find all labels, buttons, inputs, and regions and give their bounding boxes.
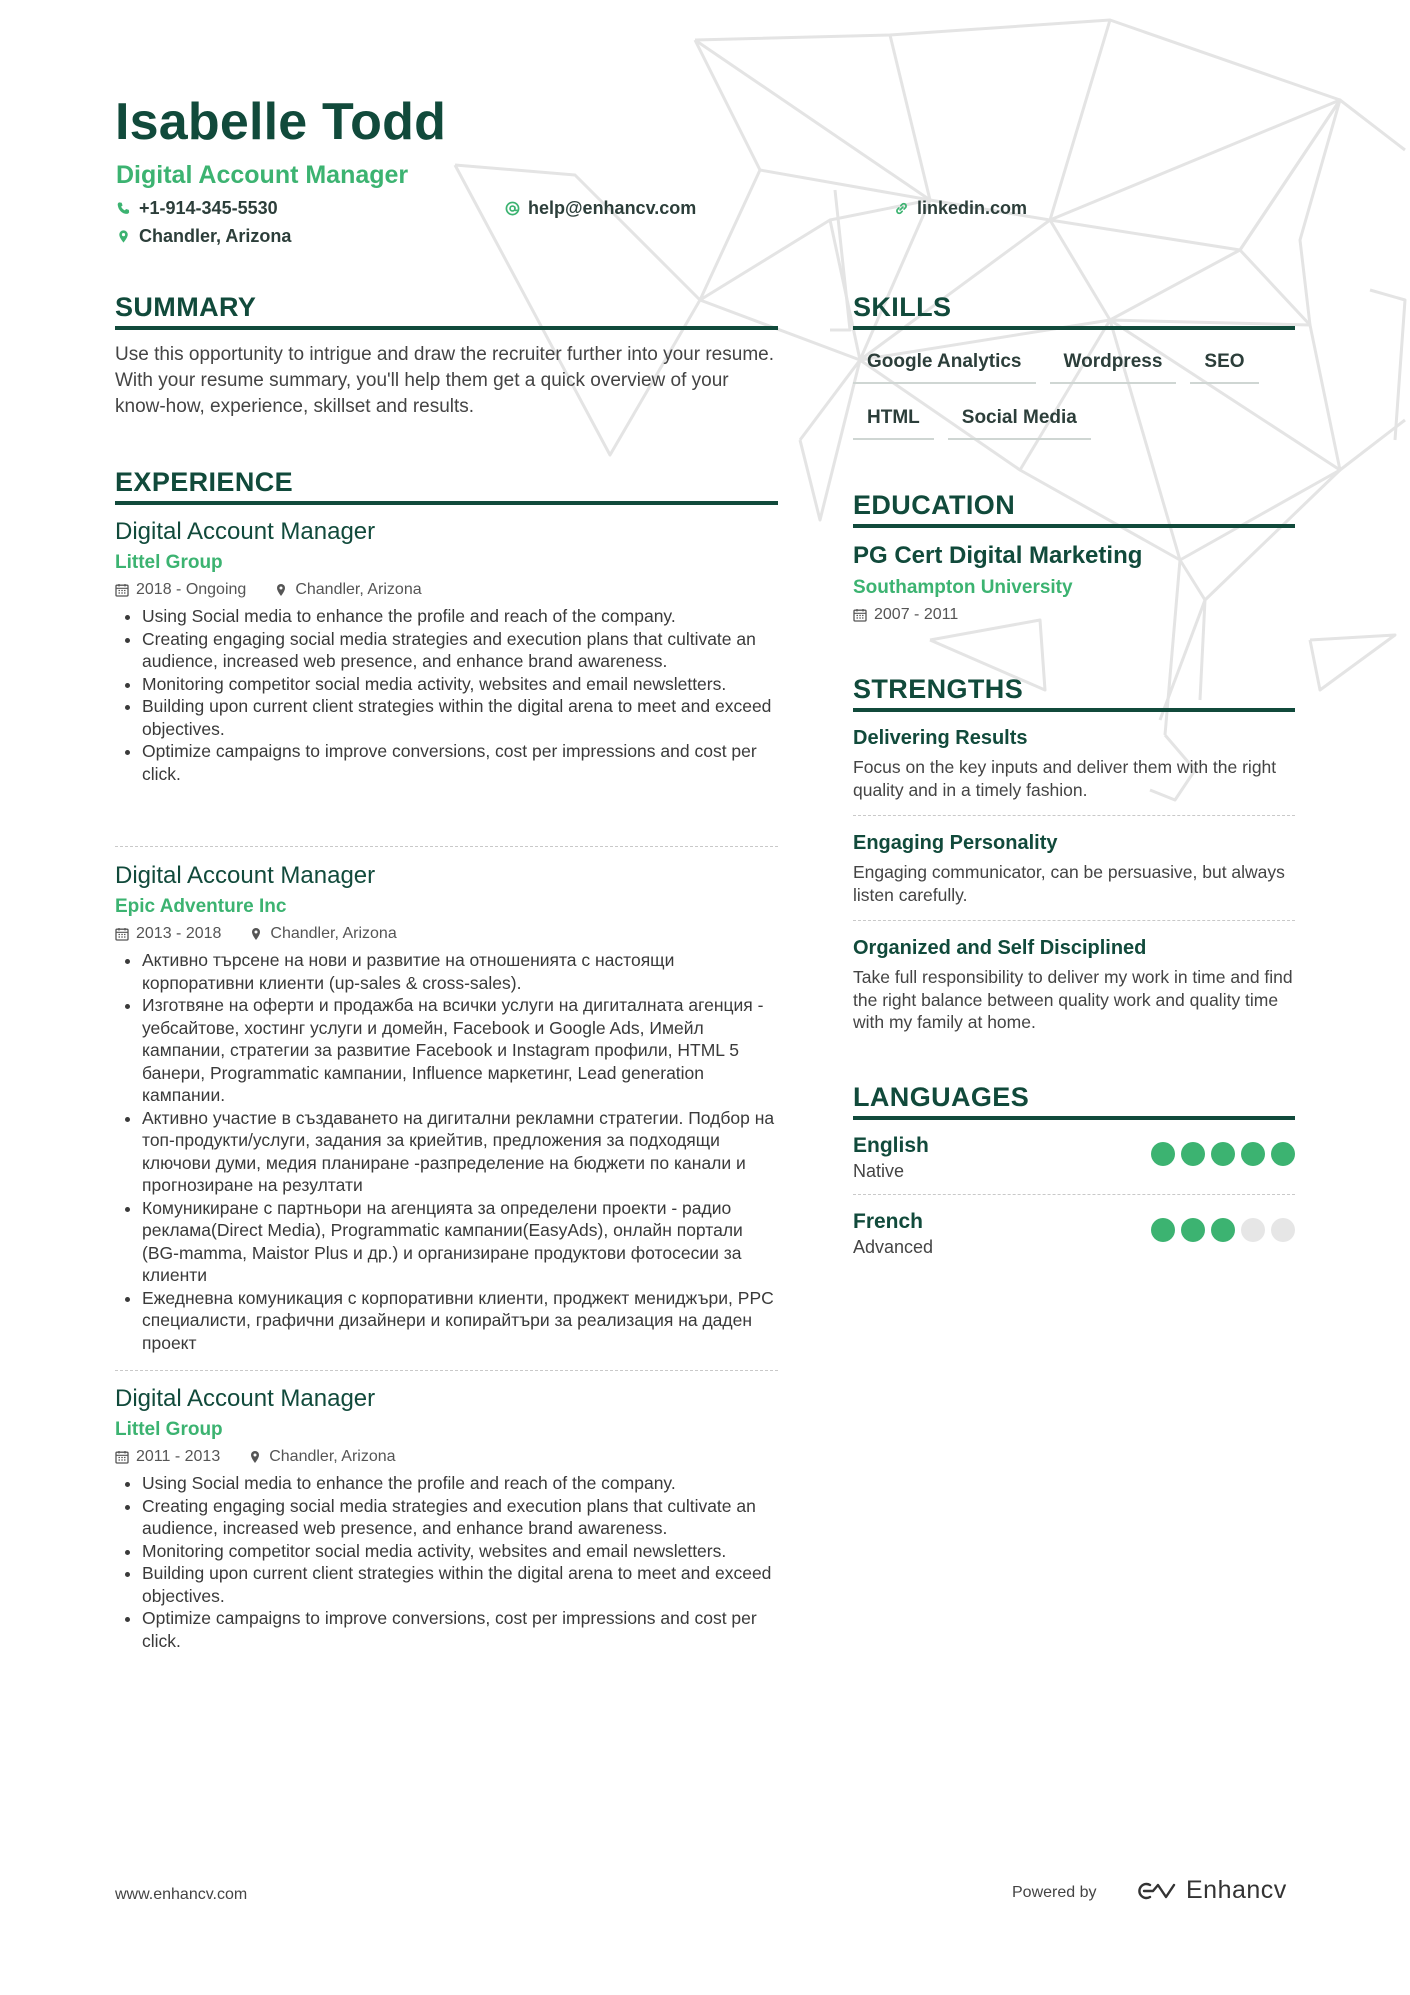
bullet-item: • Ежедневна комуникация с корпоративни клиенти, проджект мениджъри, PPC специалисти, графични дизайнери и копирайтъри за реализация на даден проект bbox=[142, 1287, 778, 1355]
footer-website[interactable]: www.enhancv.com bbox=[115, 1886, 248, 1903]
job-dates bbox=[115, 580, 246, 600]
bullet-item: • Активно участие в създаването на дигитални рекламни стратегии. Подбор на топ-продукти/услуги, задания за криейтив, предложения за подходящи ключови думи, медия планиране -разпределение на бюджети по канали и прогнозиране на резултати bbox=[142, 1107, 778, 1197]
skill-tag: Google Analytics bbox=[853, 346, 1036, 384]
location-text: Chandler, Arizona bbox=[139, 226, 292, 246]
experience-entry bbox=[115, 517, 778, 785]
entry-divider bbox=[115, 846, 778, 847]
bullet-item: • Building upon current client strategies within the digital arena to meet and exceed objectives. bbox=[142, 1562, 778, 1607]
bullet-item: • Creating engaging social media strategies and execution plans that cultivate an audience, increased web presence, and enhance brand awareness. bbox=[142, 628, 778, 673]
location-pin-icon bbox=[116, 229, 131, 244]
language-level: Native bbox=[853, 1161, 905, 1181]
language-item bbox=[853, 1134, 1295, 1184]
rating-dot-empty bbox=[1271, 1218, 1295, 1242]
job-location-text: Chandler, Arizona bbox=[269, 1448, 396, 1465]
education-degree: PG Cert Digital Marketing bbox=[853, 542, 1143, 569]
link-icon bbox=[894, 201, 909, 216]
enhancv-logo[interactable] bbox=[1130, 1876, 1287, 1905]
bullet-item: • Optimize campaigns to improve conversions, cost per impressions and cost per click. bbox=[142, 740, 778, 785]
strength-item bbox=[853, 935, 1295, 1034]
contact-linkedin[interactable] bbox=[894, 199, 1027, 217]
strength-description: Focus on the key inputs and deliver them with the right quality and in a timely fashion. bbox=[853, 757, 1277, 800]
education-entry bbox=[853, 541, 1293, 624]
experience-entry bbox=[115, 861, 778, 1354]
job-meta bbox=[115, 580, 778, 600]
education-heading: EDUCATION bbox=[853, 490, 1295, 528]
enhancv-logo-text: Enhancv bbox=[1186, 1876, 1287, 1904]
rating-dot-filled bbox=[1181, 1142, 1205, 1166]
bullet-item: • Building upon current client strategies within the digital arena to meet and exceed objectives. bbox=[142, 695, 778, 740]
job-bullets bbox=[115, 1472, 778, 1652]
calendar-icon bbox=[853, 608, 867, 622]
at-sign-icon bbox=[505, 201, 520, 216]
email-text: help@enhancv.com bbox=[528, 198, 697, 218]
education-dates bbox=[853, 606, 1293, 624]
job-company: Epic Adventure Inc bbox=[115, 896, 287, 917]
bullet-item: • Изготвяне на оферти и продажба на всички услуги на дигиталната агенция - уебсайтове, хостинг услуги и домейн, Facebook и Google Ads, Имейл кампании, стратегии за развитие Facebook и Instagram профили, HTML 5 банери, Programmatic кампании, Influence маркетинг, Lead generation кампании. bbox=[142, 994, 778, 1107]
rating-dot-filled bbox=[1271, 1142, 1295, 1166]
calendar-icon bbox=[115, 583, 129, 597]
language-rating bbox=[1151, 1218, 1295, 1242]
bullet-item: • Monitoring competitor social media activity, websites and email newsletters. bbox=[142, 1540, 778, 1563]
education-school: Southampton University bbox=[853, 577, 1073, 598]
strength-description: Take full responsibility to deliver my work in time and find the right balance between quality work and quality time with my family at home. bbox=[853, 967, 1293, 1032]
contact-email[interactable] bbox=[505, 199, 696, 217]
experience-heading: EXPERIENCE bbox=[115, 467, 778, 505]
job-location bbox=[274, 580, 421, 600]
job-dates-text: 2013 - 2018 bbox=[136, 925, 222, 942]
calendar-icon bbox=[115, 1450, 129, 1464]
job-meta bbox=[115, 1447, 778, 1467]
language-name: French bbox=[853, 1210, 924, 1233]
strength-divider bbox=[853, 920, 1295, 921]
strength-title: Organized and Self Disciplined bbox=[853, 937, 1147, 959]
strength-item bbox=[853, 830, 1295, 906]
job-location-text: Chandler, Arizona bbox=[295, 581, 422, 598]
strength-title: Engaging Personality bbox=[853, 832, 1058, 854]
bullet-item: • Optimize campaigns to improve conversions, cost per impressions and cost per click. bbox=[142, 1607, 778, 1652]
job-bullets bbox=[115, 949, 778, 1354]
experience-entry bbox=[115, 1384, 778, 1652]
linkedin-text: linkedin.com bbox=[917, 198, 1028, 218]
language-level: Advanced bbox=[853, 1237, 934, 1257]
bullet-item: • Using Social media to enhance the profile and reach of the company. bbox=[142, 605, 778, 628]
rating-dot-filled bbox=[1151, 1142, 1175, 1166]
entry-divider bbox=[115, 1370, 778, 1371]
location-pin-icon bbox=[249, 927, 263, 941]
calendar-icon bbox=[115, 927, 129, 941]
job-dates bbox=[115, 924, 221, 944]
education-dates-text: 2007 - 2011 bbox=[874, 606, 959, 623]
strength-title: Delivering Results bbox=[853, 727, 1028, 749]
strength-item bbox=[853, 725, 1295, 801]
skill-tag: Social Media bbox=[948, 402, 1091, 440]
skill-tag: Wordpress bbox=[1050, 346, 1177, 384]
rating-dot-filled bbox=[1211, 1142, 1235, 1166]
location-pin-icon bbox=[248, 1450, 262, 1464]
job-bullets bbox=[115, 605, 778, 785]
job-dates bbox=[115, 1447, 220, 1467]
language-rating bbox=[1151, 1142, 1295, 1166]
bullet-item: • Creating engaging social media strategies and execution plans that cultivate an audience, increased web presence, and enhance brand awareness. bbox=[142, 1495, 778, 1540]
bullet-item: • Using Social media to enhance the profile and reach of the company. bbox=[142, 1472, 778, 1495]
strength-description: Engaging communicator, can be persuasive, but always listen carefully. bbox=[853, 862, 1285, 905]
bullet-item: • Monitoring competitor social media activity, websites and email newsletters. bbox=[142, 673, 778, 696]
contact-location bbox=[116, 227, 291, 245]
strength-divider bbox=[853, 815, 1295, 816]
strengths-heading: STRENGTHS bbox=[853, 674, 1295, 712]
rating-dot-filled bbox=[1151, 1218, 1175, 1242]
job-company: Littel Group bbox=[115, 1419, 223, 1440]
job-location-text: Chandler, Arizona bbox=[270, 925, 397, 942]
job-meta bbox=[115, 924, 778, 944]
skill-tag: HTML bbox=[853, 402, 934, 440]
bullet-item: • Активно търсене на нови и развитие на отношенията с настоящи корпоративни клиенти (up-sales & cross-sales). bbox=[142, 949, 778, 994]
job-location bbox=[248, 1447, 395, 1467]
rating-dot-filled bbox=[1181, 1218, 1205, 1242]
job-company: Littel Group bbox=[115, 552, 223, 573]
skills-heading: SKILLS bbox=[853, 292, 1295, 330]
job-dates-text: 2018 - Ongoing bbox=[136, 581, 247, 598]
language-name: English bbox=[853, 1134, 929, 1157]
job-title: Digital Account Manager bbox=[115, 1385, 376, 1412]
language-item bbox=[853, 1210, 1295, 1260]
candidate-role: Digital Account Manager bbox=[116, 161, 409, 189]
job-dates-text: 2011 - 2013 bbox=[136, 1448, 221, 1465]
summary-heading: SUMMARY bbox=[115, 292, 778, 330]
job-location bbox=[249, 924, 396, 944]
skill-tag: SEO bbox=[1190, 346, 1258, 384]
job-title: Digital Account Manager bbox=[115, 518, 376, 545]
footer-powered-by: Powered by bbox=[1012, 1884, 1097, 1901]
enhancv-logo-icon bbox=[1130, 1878, 1178, 1904]
rating-dot-filled bbox=[1241, 1142, 1265, 1166]
languages-heading: LANGUAGES bbox=[853, 1082, 1295, 1120]
candidate-name: Isabelle Todd bbox=[115, 93, 447, 151]
contact-phone[interactable] bbox=[116, 199, 278, 217]
phone-text: +1-914-345-5530 bbox=[139, 198, 278, 218]
job-title: Digital Account Manager bbox=[115, 862, 376, 889]
language-divider bbox=[853, 1194, 1295, 1195]
phone-icon bbox=[116, 201, 131, 216]
summary-text: Use this opportunity to intrigue and draw the recruiter further into your resume. With your resume summary, you'll help them get a quick overview of your know-how, experience, skillset and results. bbox=[115, 344, 774, 417]
rating-dot-empty bbox=[1241, 1218, 1265, 1242]
skills-list bbox=[853, 346, 1303, 440]
bullet-item: • Комуникиране с партньори на агенцията за определени проекти - радио реклама(Direct Media), Programmatic кампании(EasyAds), онлайн портали (BG-mamma, Maistor Plus и др.) и организиране продуктови фотосесии за клиенти bbox=[142, 1197, 778, 1287]
rating-dot-filled bbox=[1211, 1218, 1235, 1242]
location-pin-icon bbox=[274, 583, 288, 597]
